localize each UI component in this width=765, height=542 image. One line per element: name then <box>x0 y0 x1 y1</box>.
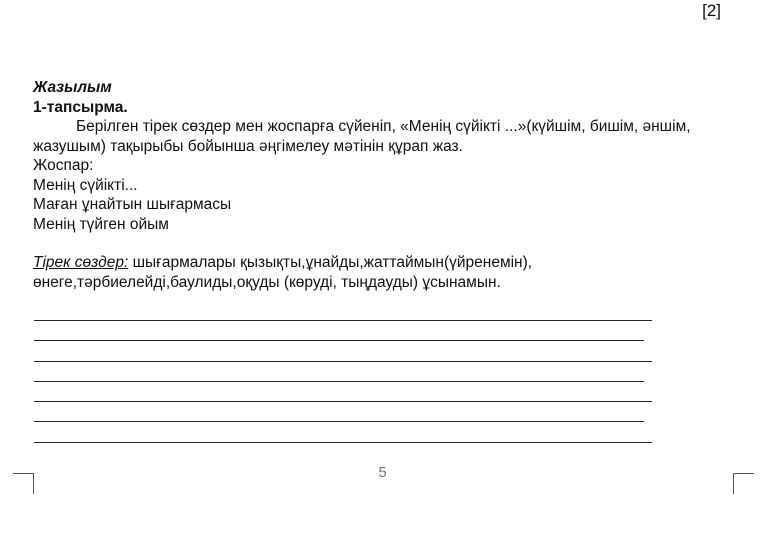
answer-line-2 <box>34 340 644 341</box>
section-title: Жазылым <box>33 79 112 96</box>
answer-line-7 <box>34 442 652 443</box>
page-number: 5 <box>378 464 387 481</box>
score-mark: [2] <box>702 1 721 20</box>
task-content <box>33 78 693 292</box>
plan-item-2: Маған ұнайтын шығармасы <box>33 196 232 213</box>
task-title: 1-тапсырма. <box>33 98 128 116</box>
page-corner-mark-right <box>733 473 754 494</box>
answer-line-5 <box>34 401 652 402</box>
task-instruction: Берілген тірек сөздер мен жоспарға сүйеніп, «Менің сүйікті ...»(күйшім, бишім, әншім, жазушым) тақырыбы бойынша әңгімелеу мәтінін құрап жаз. <box>33 118 691 155</box>
answer-lines <box>34 320 652 462</box>
plan-item-3: Менің түйген ойым <box>33 215 169 233</box>
keywords-label: Тірек сөздер: <box>33 254 129 271</box>
answer-line-3 <box>34 361 652 362</box>
plan-label: Жоспар: <box>33 157 94 174</box>
answer-line-4 <box>34 381 644 382</box>
keywords-paragraph <box>33 253 693 292</box>
answer-line-1 <box>34 320 652 321</box>
keywords-text: шығармалары қызықты,ұнайды,жаттаймын(үйренемін), өнеге,тәрбиелейді,баулиды,оқуды (көруді, тыңдауды) ұсынамын. <box>33 254 533 291</box>
plan-item-1: Менің сүйікті... <box>33 176 138 194</box>
spacer <box>33 234 693 253</box>
page-corner-mark-left <box>13 473 34 494</box>
answer-line-6 <box>34 421 644 422</box>
